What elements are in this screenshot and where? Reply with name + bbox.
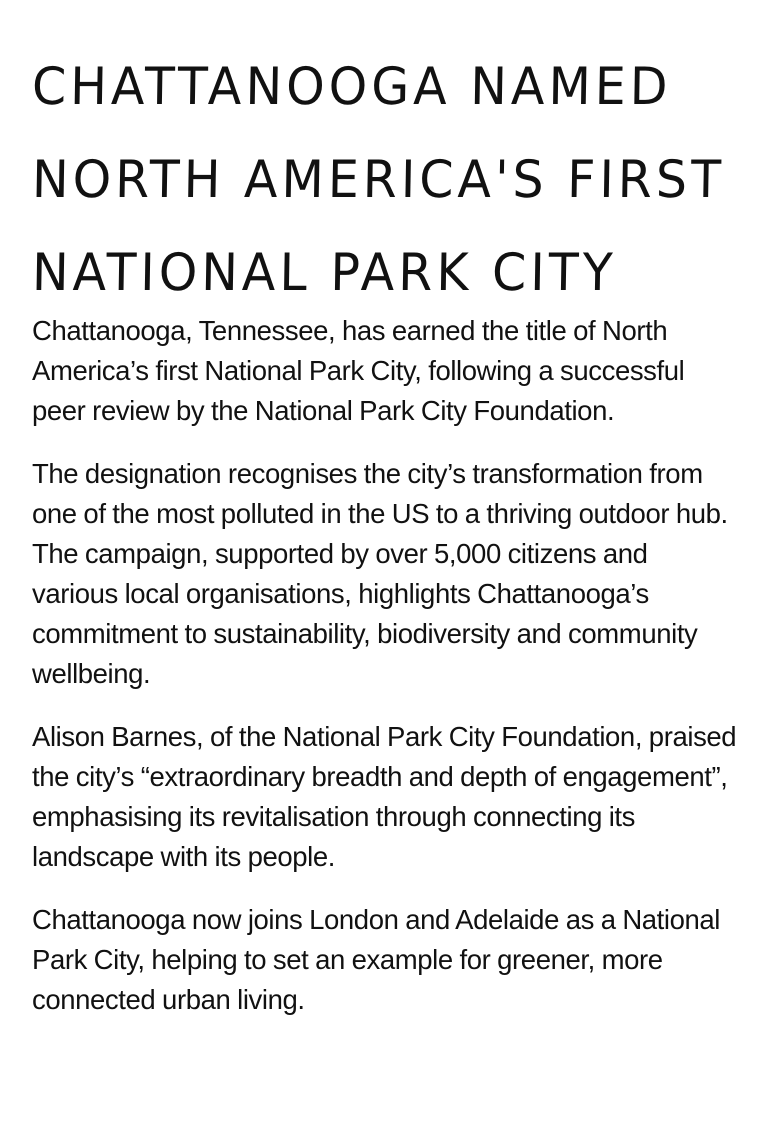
article-headline <box>32 40 742 319</box>
headline-line: CHATTANOOGA NAMED <box>31 56 672 117</box>
headline-line: NATIONAL PARK CITY <box>31 242 618 303</box>
body-paragraph: Alison Barnes, of the National Park City Foundation, praised the city’s “extraordinary breadth and depth of engagement”, emphasising its revitalisation through connecting its landscape with its people. <box>32 721 737 872</box>
article-body <box>32 311 737 1043</box>
body-paragraph: Chattanooga now joins London and Adelaide as a National Park City, helping to set an example for greener, more connected urban living. <box>32 904 721 1015</box>
body-paragraph: Chattanooga, Tennessee, has earned the title of North America’s first National Park City, following a successful peer review by the National Park City Foundation. <box>32 315 685 426</box>
body-paragraph: The designation recognises the city’s transformation from one of the most polluted in the US to a thriving outdoor hub. The campaign, supported by over 5,000 citizens and various local organisations, highlights Chattanooga’s commitment to sustainability, biodiversity and community wellbeing. <box>32 458 728 689</box>
headline-line: NORTH AMERICA'S FIRST <box>31 149 726 210</box>
